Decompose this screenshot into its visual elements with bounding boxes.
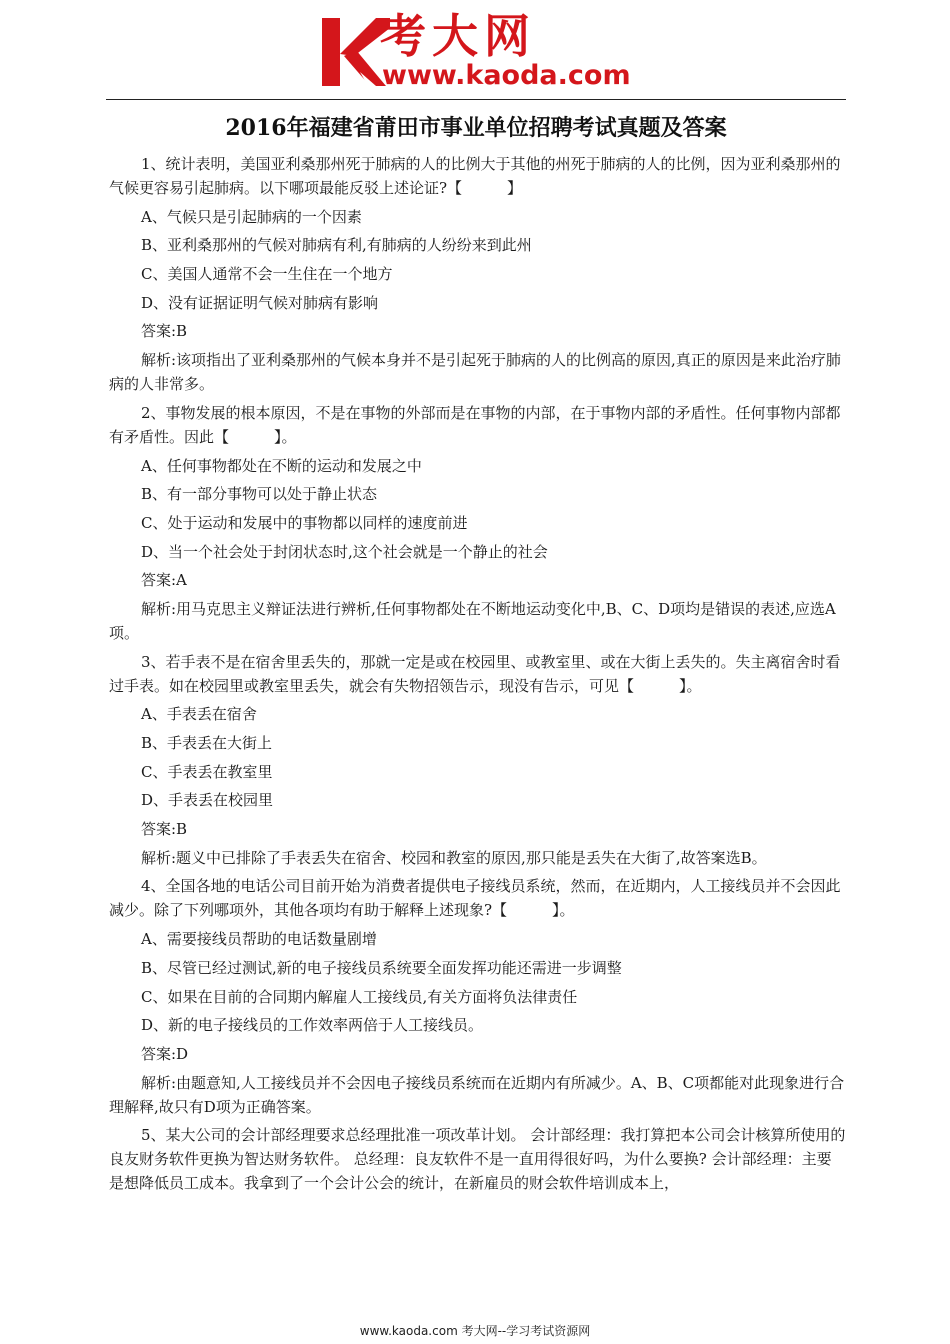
site-logo <box>320 6 640 92</box>
q4-option-b: B、尽管已经过测试,新的电子接线员系统要全面发挥功能还需进一步调整 <box>141 958 622 977</box>
question-5: 5、某大公司的会计部经理要求总经理批准一项改革计划。 会计部经理：我打算把本公司会计核算所使用的良友财务软件更换为智达财务软件。 总经理：良友软件不是一直用得很好吗，为什么要换? 会计部经理：主要是想降低员工成本。我拿到了一个会计公会的统计，在新雇员的财会软件培训成本上， <box>109 1126 846 1193</box>
question-4: 4、全国各地的电话公司目前开始为消费者提供电子接线员系统，然而，在近期内，人工接线员并不会因此减少。除了下列哪项外，其他各项均有助于解释上述现象?【 】。 <box>109 877 841 920</box>
q1-option-c: C、美国人通常不会一生住在一个地方 <box>141 265 393 284</box>
q1-option-a: A、气候只是引起肺病的一个因素 <box>141 207 362 226</box>
q1-answer: 答案:B <box>141 322 188 341</box>
q1-option-d: D、没有证据证明气候对肺病有影响 <box>141 293 379 312</box>
logo-url: www.kaoda.com <box>382 60 631 91</box>
header-divider <box>106 99 846 100</box>
q4-option-c: C、如果在目前的合同期内解雇人工接线员,有关方面将负法律责任 <box>141 987 578 1006</box>
q2-answer: 答案:A <box>141 571 187 590</box>
q4-option-a: A、需要接线员帮助的电话数量剧增 <box>141 930 377 949</box>
document-title: 2016年福建省莆田市事业单位招聘考试真题及答案 <box>225 115 727 141</box>
q2-option-a: A、任何事物都处在不断的运动和发展之中 <box>141 456 422 475</box>
q2-option-c: C、处于运动和发展中的事物都以同样的速度前进 <box>141 513 468 532</box>
q3-option-b: B、手表丢在大街上 <box>141 734 273 752</box>
question-1: 1、统计表明，美国亚利桑那州死于肺病的人的比例大于其他的州死于肺病的人的比例，因为亚利桑那州的气候更容易引起肺病。以下哪项最能反驳上述论证?【 】 <box>109 155 841 197</box>
q1-explanation: 解析:该项指出了亚利桑那州的气候本身并不是引起死于肺病的人的比例高的原因,真正的原因是来此治疗肺病的人非常多。 <box>109 351 841 394</box>
q2-option-b: B、有一部分事物可以处于静止状态 <box>141 485 378 504</box>
q4-explanation: 解析:由题意知,人工接线员并不会因电子接线员系统而在近期内有所减少。A、B、C项都能对此现象进行合理解释,故只有D项为正确答案。 <box>109 1073 845 1116</box>
q1-option-b: B、亚利桑那州的气候对肺病有利,有肺病的人纷纷来到此州 <box>141 236 532 255</box>
q4-answer: 答案:D <box>141 1044 189 1063</box>
question-2: 2、事物发展的根本原因，不是在事物的外部而是在事物的内部，在于事物内部的矛盾性。任何事物内部都有矛盾性。因此【 】。 <box>109 403 841 446</box>
q3-answer: 答案:B <box>141 820 188 839</box>
q3-option-a: A、手表丢在宿舍 <box>141 705 257 724</box>
q3-explanation: 解析:题义中已排除了手表丢失在宿舍、校园和教室的原因,那只能是丢失在大街了,故答案选B。 <box>141 848 767 867</box>
q3-option-d: D、手表丢在校园里 <box>141 791 274 810</box>
q4-option-d: D、新的电子接线员的工作效率两倍于人工接线员。 <box>141 1016 484 1035</box>
q3-option-c: C、手表丢在教室里 <box>141 762 273 781</box>
question-3: 3、若手表不是在宿舍里丢失的，那就一定是或在校园里、或教室里、或在大街上丢失的。失主离宿舍时看过手表。如在校园里或教室里丢失，就会有失物招领告示，现没有告示，可见【 】。 <box>109 652 841 695</box>
logo-chinese-name: 考大网 <box>380 9 536 63</box>
page-footer: www.kaoda.com 考大网--学习考试资源网 <box>359 1324 591 1338</box>
q2-option-d: D、当一个社会处于封闭状态时,这个社会就是一个静止的社会 <box>141 542 548 561</box>
q2-explanation: 解析:用马克思主义辩证法进行辨析,任何事物都处在不断地运动变化中,B、C、D项均是错误的表述,应选A项。 <box>109 599 836 642</box>
document-body <box>109 152 846 1200</box>
